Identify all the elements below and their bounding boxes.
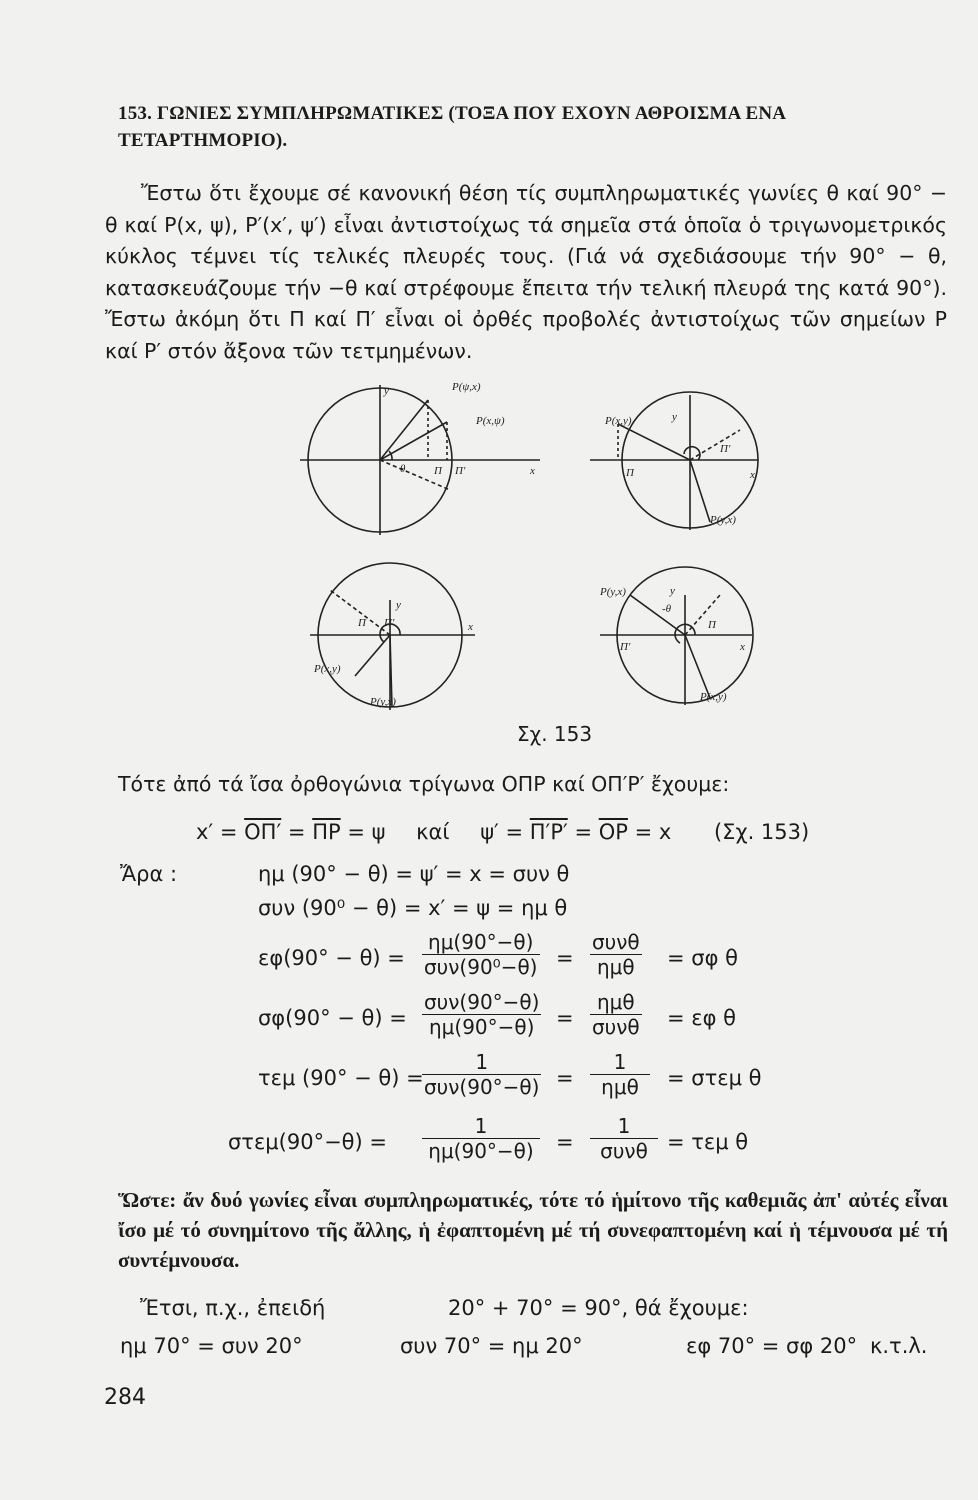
label-x2: x — [750, 469, 755, 481]
kai-word: καί — [416, 820, 450, 844]
label-x1: x — [530, 465, 535, 477]
label-theta1: θ — [400, 463, 406, 475]
label-p1-top: P(ψ,x) — [452, 381, 481, 393]
eq-part: = x — [627, 820, 672, 844]
label-minus-theta: -θ — [662, 603, 672, 615]
label-y3: y — [396, 599, 401, 611]
intro-paragraph — [105, 178, 947, 367]
eq-sec-lhs: τεμ (90° − θ) = — [258, 1066, 424, 1090]
eq-sign: = — [556, 1006, 574, 1030]
label-p2-left: P(x,y) — [605, 415, 632, 427]
page-number: 284 — [104, 1385, 146, 1410]
example-intro: Ἔτσι, π.χ., ἐπειδή — [140, 1296, 326, 1320]
eq-sign: = — [556, 946, 574, 970]
example-eq1: ημ 70° = συν 20° — [120, 1334, 303, 1358]
eq-part: ψ′ = — [480, 820, 530, 844]
example-sum: 20° + 70° = 90°, θά ἔχουμε: — [448, 1296, 749, 1320]
segment-pp-prime: Π′Ρ′ — [529, 820, 568, 844]
eq-csc-rhs: = τεμ θ — [667, 1130, 749, 1154]
eq-tan-rhs: = σφ θ — [667, 946, 738, 970]
equality-line — [196, 820, 809, 844]
conclusion-text: Ὥστε: ἄν δυό γωνίες εἶναι συμπληρωματικές, τότε τό ἡμίτονο τῆς καθεμιᾶς ἀπ' αὐτές εἶναι ἴσο μέ τό συνημίτονο τῆς ἄλλης, ἡ ἐφαπτομένη μέ τή συνεφαπτομένη καί ἡ τέμνουσα μέ τή συντέμνουσα. — [118, 1188, 948, 1272]
segment-pp: $\overline{\Pi P}$ — [312, 820, 341, 844]
label-pi-prime1: Π′ — [455, 465, 466, 477]
eq-sec-frac2: 1 ημθ — [590, 1050, 650, 1099]
label-p1-right: P(x,ψ) — [476, 415, 505, 427]
eq-csc-frac2: 1 συνθ — [590, 1114, 658, 1163]
label-y1: y — [384, 385, 389, 397]
eq-cot-lhs: σφ(90° − θ) = — [258, 1006, 407, 1030]
conclusion-paragraph — [118, 1185, 948, 1275]
label-p3-left: P(x,y) — [314, 663, 341, 675]
example-etc: κ.τ.λ. — [870, 1334, 928, 1358]
eq-csc-frac1: $\frac{1}{\eta\mu(90^\circ-\theta)}$ — [422, 1114, 540, 1163]
segment-op-prime: ΟΠ′ — [244, 820, 282, 844]
eq-sin: ημ (90° − θ) = ψ′ = x = συν θ — [258, 862, 570, 886]
label-pi2: Π — [626, 467, 634, 479]
label-x3: x — [468, 621, 473, 633]
eq-tan-lhs: εφ(90° − θ) = — [258, 946, 405, 970]
eq-sec-rhs: = στεμ θ — [667, 1066, 762, 1090]
label-pi-prime4: Π′ — [620, 641, 631, 653]
eq-sign: = — [556, 1066, 574, 1090]
label-p2-right: P(y,x) — [710, 514, 736, 526]
example-eq2: συν 70° = ημ 20° — [400, 1334, 583, 1358]
label-pi3: Π — [358, 617, 366, 629]
eq-part: x′ = — [196, 820, 245, 844]
eq-cot-rhs: = εφ θ — [667, 1006, 736, 1030]
label-p4-left: P(y,x) — [600, 586, 626, 598]
example-eq3: εφ 70° = σφ 20° — [686, 1334, 858, 1358]
label-y4: y — [670, 585, 675, 597]
triangles-sentence: Τότε ἀπό τά ἴσα ὀρθογώνια τρίγωνα ΟΠΡ καί ΟΠ′Ρ′ ἔχουμε: — [118, 772, 730, 796]
eq-tan-frac2: συνθ ημθ — [592, 930, 640, 979]
intro-text: Ἔστω ὅτι ἔχουμε σέ κανονική θέση τίς συμπληρωματικές γωνίες θ καί 90° − θ καί P(x, ψ), P′(x′, ψ′) εἶναι ἀντιστοίχως τά σημεῖα στά ὁποῖα ὁ τριγωνομετρικός κύκλος τέμνει τίς τελικές πλευρές τους. (Γιά νά σχεδιάσουμε τήν 90° − θ, κατασκευάζουμε τήν −θ καί στρέφουμε ἔπειτα τήν τελική πλευρά της κατά 90°). Ἔστω ἀκόμη ὅτι Π καί Π′ εἶναι οἱ ὀρθές προβολές ἀντιστοίχως τῶν σημείων P καί P′ στόν ἄξονα τῶν τετμημένων. — [105, 181, 947, 363]
eq-sec-frac1: 1 συν(90°−θ) — [424, 1050, 540, 1099]
section-heading: 153. ΓΩΝΙΕΣ ΣΥΜΠΛΗΡΩΜΑΤΙΚΕΣ (ΤΟΞΑ ΠΟΥ ΕΧΟΥΝ ΑΘΡΟΙΣΜΑ ΕΝΑ ΤΕΤΑΡΤΗΜΟΡΙΟ). — [118, 103, 786, 151]
eq-cot-frac2: ημθ συνθ — [592, 990, 640, 1039]
eq-part: = ψ — [340, 820, 386, 844]
figure-ref: (Σχ. 153) — [713, 820, 810, 844]
figure-caption: Σχ. 153 — [517, 722, 593, 746]
eq-part: = — [567, 820, 599, 844]
eq-csc-lhs: στεμ(90°−θ) = — [228, 1130, 387, 1154]
label-x4: x — [740, 641, 745, 653]
ara-label: Ἄρα : — [120, 862, 178, 886]
eq-cos: συν (90⁰ − θ) = x′ = ψ = ημ θ — [258, 896, 568, 920]
figure-unit-circles — [300, 380, 760, 720]
label-p3-bottom: P(y,x) — [370, 696, 396, 708]
label-pi-prime3: Π′ — [384, 617, 395, 629]
label-pi-prime2: Π′ — [720, 443, 731, 455]
eq-sign: = — [556, 1130, 574, 1154]
label-pi1: Π — [434, 465, 442, 477]
label-y2: y — [672, 411, 677, 423]
label-p4-right: P(x,y) — [700, 691, 727, 703]
eq-part: = — [281, 820, 313, 844]
label-pi4: Π — [708, 619, 716, 631]
eq-cot-frac1: συν(90°−θ) ημ(90°−θ) — [424, 990, 540, 1039]
eq-tan-frac1: ημ(90°−θ) συν(90⁰−θ) — [424, 930, 538, 979]
segment-op: $\overline{OP}$ — [598, 820, 628, 844]
